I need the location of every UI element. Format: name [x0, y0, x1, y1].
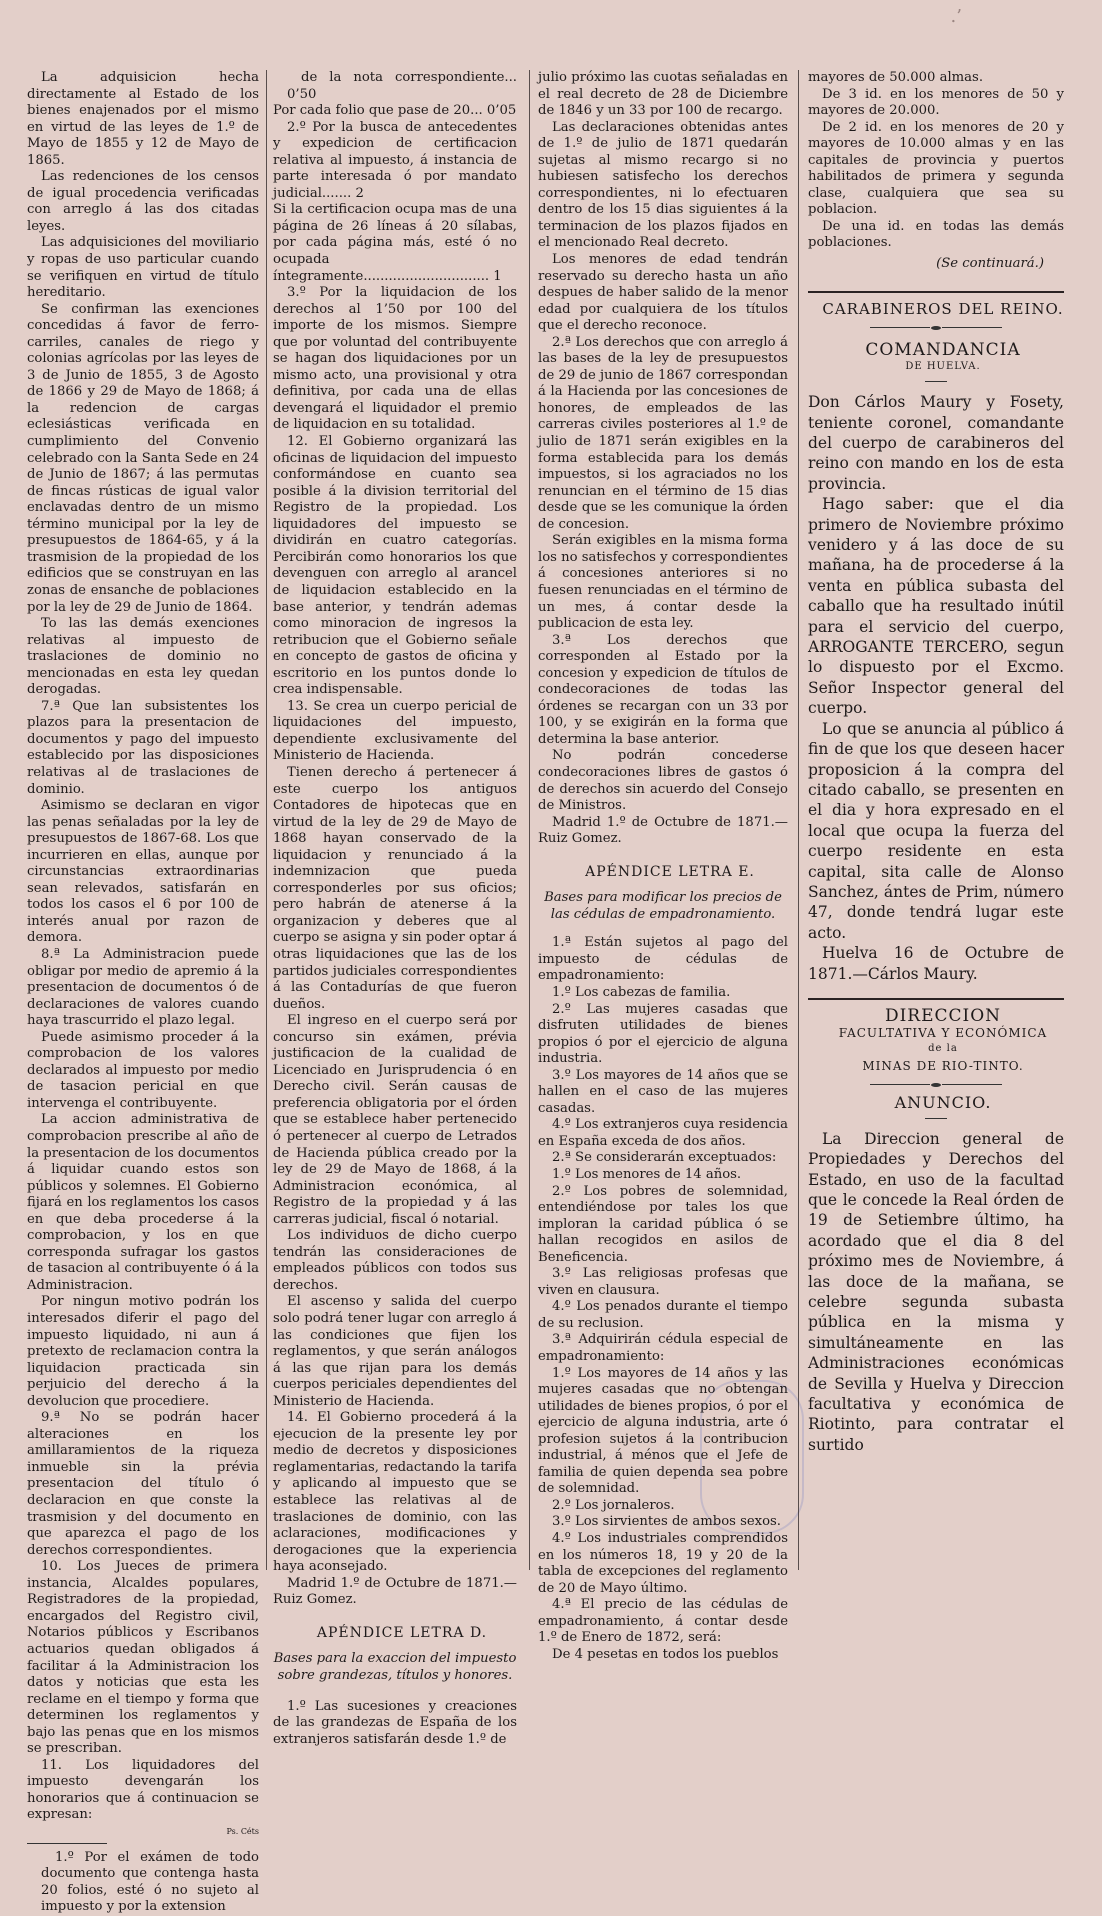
paragraph: 14. El Gobierno procederá á la ejecucion de la presente ley por medio de decretos y disposiciones reglamentarias, redactando la tarifa y aplicando al impuesto que se establece las relativas al de traslaciones de dominio, con las aclaraciones, modificaciones y derogaciones que la experiencia haya aconsejado.: [273, 1410, 517, 1575]
paragraph: 12. El Gobierno organizará las oficinas de liquidacion del impuesto conformándose en cuanto sea posible á la division territorial del Registro de la propiedad. Los liquidadores del impuesto se dividirán en cuatro categorías. Percibirán como honorarios los que devenguen con arreglo al arancel de liquidacion establecido en la base anterior, y tendrán ademas como minoracion de ingresos la retribucion que el Gobierno señale en concepto de gastos de oficina y escritorio en los puntos donde lo crea indispensable.: [273, 434, 517, 698]
paragraph: Los individuos de dicho cuerpo tendrán las consideraciones de empleados públicos con todos sus derechos.: [273, 1228, 517, 1293]
signature: Ps. Céts: [226, 1826, 259, 1836]
paragraph: 1.º Los mayores de 14 años y las mujeres casadas que no obtengan utilidades de bienes propios, ó por el ejercicio de alguna industria, arte ó profesion sujetos á la contribucion industrial, á ménos que el Jefe de familia de quien dependa sea pobre de solemnidad.: [538, 1365, 788, 1497]
paragraph: El ingreso en el cuerpo será por concurso sin exámen, prévia justificacion de la cualidad de Licenciado en Jurisprudencia ó en Derecho civil. Serán causas de preferencia obligatoria por el órden que se establece haber pertenecido ó pertenecer al cuerpo de Letrados de Hacienda pública creado por la ley de 29 de Mayo de 1868, á la Administracion económica, al Registro de la propiedad y á las carreras judicial, fiscal ó notarial.: [273, 1013, 517, 1227]
paragraph: 3.º Las religiosas profesas que viven en clausura.: [538, 1266, 788, 1298]
appendix-subtitle: Bases para la exaccion del impuesto sobre grandezas, títulos y honores.: [273, 1651, 517, 1683]
paragraph: La accion administrativa de comprobacion prescribe al año de la presentacion de los documentos á liquidar cuando estos son públicos y solemnes. El Gobierno fijará en los reglamentos los casos en que deba procederse á la comprobacion, y los en que corresponda sufragar los gastos de tasacion al contribuyente ó á la Administracion.: [27, 1112, 259, 1293]
paragraph: 4.º Los penados durante el tiempo de su reclusion.: [538, 1299, 788, 1331]
rio-tinto-notice: [808, 1129, 1064, 1456]
paragraph: 1.º Los menores de 14 años.: [552, 1167, 742, 1182]
paragraph: 10. Los Jueces de primera instancia, Alcaldes populares, Registradores de la propiedad, encargados del Registro civil, Notarios públicos y Escribanos actuarios quedan obligados á facilitar á la Administracion los datos y noticias que esta les reclame en el tiempo y forma que determinen los reglamentos y bajo las penas que en los mismos se prescriban.: [27, 1559, 259, 1757]
notice-heading: ANUNCIO.: [894, 1093, 992, 1113]
paragraph: 7.ª Que lan subsistentes los plazos para la presentacion de documentos y pago del impuesto establecido por las disposiciones relativas al de traslaciones de dominio.: [27, 698, 259, 797]
ornament-divider: [808, 320, 1064, 328]
page-mark: .’: [950, 6, 962, 27]
paragraph: Don Cárlos Maury y Fosety, teniente coronel, comandante del cuerpo de carabineros del reino con mando en los de esta provincia.: [808, 393, 1064, 493]
paragraph: 2.ª Los derechos que con arreglo á las bases de la ley de presupuestos de 29 de junio de 1867 correspondan á la Hacienda por las concesiones de honores, de empleados de las carreras civiles posteriores al 1.º de julio de 1871 serán exigibles en la forma establecida para los demás impuestos, si los agraciados no los renuncian en el término de 15 dias desde que se les comunique la órden de concesion.: [538, 334, 788, 532]
paragraph: De 3 id. en los menores de 50 y mayores de 20.000.: [808, 86, 1064, 119]
paragraph: 4.ª El precio de las cédulas de empadronamiento, á contar desde 1.º de Enero de 1872, será:: [538, 1597, 788, 1646]
appendix-subtitle: Bases para modificar los precios de las cédulas de empadronamiento.: [544, 890, 782, 922]
paragraph: La adquisicion hecha directamente al Estado de los bienes enajenados por el mismo en virtud de las leyes de 1.º de Mayo de 1855 y 12 de Mayo de 1865.: [27, 70, 259, 168]
paragraph: 2.º Las mujeres casadas que disfruten utilidades de bienes propios ó por el ejercicio de alguna industria.: [538, 1001, 788, 1067]
paragraph: De 2 id. en los menores de 20 y mayores de 10.000 almas y en las capitales de provincia y puertos habilitados de primera y segunda clase, cualquiera que sea su poblacion.: [808, 119, 1064, 218]
paragraph: 9.ª No se podrán hacer alteraciones en los amillaramientos de la riqueza inmueble sin la prévia presentacion del título ó declaracion en que conste la trasmision y del documento en que aparezca el pago de los derechos correspondientes.: [27, 1410, 259, 1558]
paragraph: julio próximo las cuotas señaladas en el real decreto de 28 de Diciembre de 1846 y un 33 por 100 de recargo.: [538, 70, 788, 119]
fee-line: de la nota correspondiente... 0’50: [287, 70, 517, 102]
paragraph: Puede asimismo proceder á la comprobacion de los valores declarados al impuesto por medio de tasacion pericial en que intervenga el contribuyente.: [27, 1029, 259, 1111]
paragraph: 3.ª Adquirirán cédula especial de empadronamiento:: [538, 1332, 788, 1365]
paragraph: mayores de 50.000 almas.: [808, 70, 984, 85]
divider: [925, 381, 947, 382]
fee-item: 1.º Por el exámen de todo documento que contenga hasta 20 folios, esté ó no sujeto al impuesto y por la extension: [41, 1849, 259, 1915]
paragraph: De una id. en todas las demás poblaciones.: [808, 218, 1064, 251]
paragraph: 13. Se crea un cuerpo pericial de liquidaciones del impuesto, dependiente exclusivamente del Ministerio de Hacienda.: [273, 698, 517, 764]
to-be-continued: (Se continuará.): [936, 256, 1044, 272]
section-title: CARABINEROS DEL REINO.: [822, 299, 1064, 318]
section-subtitle: FACULTATIVA Y ECONÓMICA: [838, 1025, 1048, 1040]
carabineros-notice: [808, 392, 1064, 984]
paragraph: 2.º Los jornaleros.: [552, 1497, 675, 1513]
paragraph: Asimismo se declaran en vigor las penas señaladas por la ley de presupuestos de 1867-68. Los que incurrieren en ellas, aunque por circunstancias extraordinarias sean relevados, satisfarán en todos los casos el 6 por 100 de interés anual por razon de demora.: [27, 798, 259, 946]
paragraph: Hago saber: que el dia primero de Noviembre próximo venidero y á las doce de su mañana, ha de procederse á la venta en pública subasta del caballo que ha resultado inútil para el servicio del cuerpo, ARROGANTE TERCERO, segun lo dispuesto por el Excmo. Señor Inspector general del cuerpo.: [808, 495, 1064, 718]
section-place: DE HUELVA.: [905, 360, 981, 372]
paragraph: El ascenso y salida del cuerpo solo podrá tener lugar con arreglo á las condiciones que fijen los reglamentos, y que serán análogos á las que rijan para los demás cuerpos periciales dependientes del Ministerio de Hacienda.: [273, 1294, 517, 1409]
paragraph: 1.º Los cabezas de familia.: [552, 984, 731, 1000]
paragraph: Por ningun motivo podrán los interesados diferir el pago del impuesto liquidado, ni aun á pretexto de reclamacion contra la liquidacion practicada sin perjuicio del derecho á la devolucion que procediere.: [27, 1294, 259, 1409]
paragraph: 3.ª Los derechos que corresponden al Estado por la concesion y expedicion de títulos de condecoraciones de todas las órdenes se recargan con un 33 por 100, y se exigirán en la forma que determina la base anterior.: [538, 632, 788, 747]
paragraph: Las declaraciones obtenidas antes de 1.º de julio de 1871 quedarán sujetas al mismo recargo si no hubiesen satisfecho los derechos correspondientes, ni lo efectuaren dentro de los 15 dias siguientes á la terminacion de los plazos fijados en el mencionado Real decreto.: [538, 119, 788, 251]
fee-line: Si la certificacion ocupa mas de una página de 26 líneas á 20 sílabas, por cada página más, esté ó no ocupada íntegramente.............................. 1: [273, 202, 517, 284]
section-divider: [808, 998, 1064, 1000]
paragraph: 8.ª La Administracion puede obligar por medio de apremio á la presentacion de documentos ó de declaraciones de valores cuando haya trascurrido el plazo legal.: [27, 946, 259, 1029]
appendix-title: APÉNDICE LETRA E.: [585, 863, 755, 880]
divider: [925, 1118, 947, 1119]
paragraph: Serán exigibles en la misma forma los no satisfechos y correspondientes á concesiones anteriores si no fuesen renunciadas en el término de un mes, á contar desde la publicacion de esta ley.: [538, 533, 788, 632]
paragraph: Tienen derecho á pertenecer á este cuerpo los antiguos Contadores de hipotecas que en virtud de la ley de 29 de Mayo de 1868 hayan conservado de la liquidacion y renunciado á la indemnizacion que pueda corresponderles por sus oficios; pero habrán de atenerse á la organizacion y deberes que al cuerpo se asigna y sin poder optar á otras liquidaciones que las de los partidos judiciales correspondientes á las Contadurías de que fueron dueños.: [273, 764, 517, 1012]
column-2: [273, 70, 517, 1748]
paragraph: 11. Los liquidadores del impuesto devengarán los honorarios que á continuacion se expresan:: [27, 1757, 259, 1823]
section-subtitle: COMANDANCIA: [865, 340, 1021, 361]
column-rule: [266, 70, 267, 1570]
paragraph: No podrán concederse condecoraciones libres de gastos ó de derechos sin acuerdo del Consejo de Ministros.: [538, 748, 788, 814]
paragraph: 3.º Los mayores de 14 años que se hallen en el caso de las mujeres casadas.: [538, 1067, 788, 1116]
paragraph: 2.º Los pobres de solemnidad, entendiéndose por tales los que imploran la caridad pública ó se hallan recogidos en asilos de Beneficencia.: [538, 1183, 788, 1265]
column-rule: [798, 70, 799, 1570]
paragraph: 2.ª Se considerarán exceptuados:: [552, 1150, 777, 1166]
paragraph: Se confirman las exenciones concedidas á favor de ferro-carriles, canales de riego y colonias agrícolas por las leyes de 3 de Junio de 1855, 3 de Agosto de 1866 y 29 de Mayo de 1868; á la redencion de cargas eclesiásticas verificada en cumplimiento del Convenio celebrado con la Santa Sede en 24 de Junio de 1867; á las permutas de fincas rústicas de igual valor enclavadas dentro de un mismo término municipal por la ley de presupuestos de 1864-65, y á la trasmision de la propiedad de los edificios que se construyan en las zonas de ensanche de poblaciones por la ley de 29 de Junio de 1864.: [27, 301, 259, 615]
section-title: DIRECCION: [884, 1005, 1002, 1026]
paragraph: 1.º Las sucesiones y creaciones de las grandezas de España de los extranjeros satisfarán desde 1.º de: [273, 1698, 517, 1747]
paragraph: 3.º Los sirvientes de ambos sexos.: [552, 1514, 782, 1530]
divider: [27, 1843, 107, 1844]
appendix-title: APÉNDICE LETRA D.: [316, 1624, 488, 1641]
paragraph: To las las demás exenciones relativas al impuesto de traslaciones de dominio no mencionadas en esta ley quedan derogadas.: [27, 616, 259, 698]
column-3: [538, 70, 788, 1663]
paragraph: Huelva 16 de Octubre de 1871.—Cárlos Maury.: [808, 944, 1064, 983]
fee-line: Por cada folio que pase de 20... 0’05: [273, 103, 517, 119]
paragraph: Madrid 1.º de Octubre de 1871.—Ruiz Gomez.: [273, 1575, 517, 1608]
paragraph: 1.ª Están sujetos al pago del impuesto de cédulas de empadronamiento:: [538, 935, 788, 984]
paragraph: Madrid 1.º de Octubre de 1871.—Ruiz Gomez.: [538, 814, 788, 847]
paragraph: La Direccion general de Propiedades y Derechos del Estado, en uso de la facultad que le concede la Real órden de 19 de Setiembre último, ha acordado que el dia 8 del próximo mes de Noviembre, á las doce de la mañana, se celebre segunda subasta pública en la misma y simultáneamente en las Administraciones económicas de Sevilla y Huelva y Direccion facultativa y económica de Riotinto, para contratar el surtido: [808, 1129, 1064, 1454]
paragraph: 4.º Los extranjeros cuya residencia en España exceda de dos años.: [538, 1117, 788, 1149]
paragraph: 4.º Los industriales comprendidos en los números 18, 19 y 20 de la tabla de excepciones del reglamento de 20 de Mayo último.: [538, 1531, 788, 1596]
ornament-divider: [808, 1077, 1064, 1085]
paragraph: Las adquisiciones del moviliario y ropas de uso particular cuando se verifiquen en virtud de título hereditario.: [27, 235, 259, 301]
paragraph: Las redenciones de los censos de igual procedencia verificadas con arreglo á las dos citadas leyes.: [27, 169, 259, 234]
column-1: [27, 70, 259, 1916]
section-subtitle: de la: [928, 1043, 958, 1055]
paragraph: 3.º Por la liquidacion de los derechos al 1’50 por 100 del importe de los mismos. Siempre que por voluntad del contribuyente se hagan dos liquidaciones por un mismo acto, una provisional y otra definitiva, por cada una de ellas devengará el liquidador el premio de liquidacion en su totalidad.: [273, 285, 517, 433]
column-rule: [529, 70, 530, 1570]
paragraph: De 4 pesetas en todos los pueblos: [552, 1646, 779, 1662]
paragraph: Los menores de edad tendrán reservado su derecho hasta un año despues de haber salido de la menor edad por cualquiera de los títulos que el derecho reconoce.: [538, 252, 788, 334]
column-4: [808, 70, 1064, 1455]
paragraph: Lo que se anuncia al público á fin de que los que deseen hacer proposicion á la compra del citado caballo, se presenten en el dia y hora expresado en el local que ocupa la fuerza del cuerpo residente en esta capital, sita calle de Alonso Sanchez, ántes de Prim, número 47, donde tendrá lugar este acto.: [808, 719, 1064, 942]
fee-line: 2.º Por la busca de antecedentes y expedicion de certificacion relativa al impuesto, á instancia de parte interesada ó por mandato judicial....... 2: [273, 119, 517, 201]
section-subtitle: MINAS DE RIO-TINTO.: [862, 1058, 1024, 1073]
section-divider: [808, 291, 1064, 293]
